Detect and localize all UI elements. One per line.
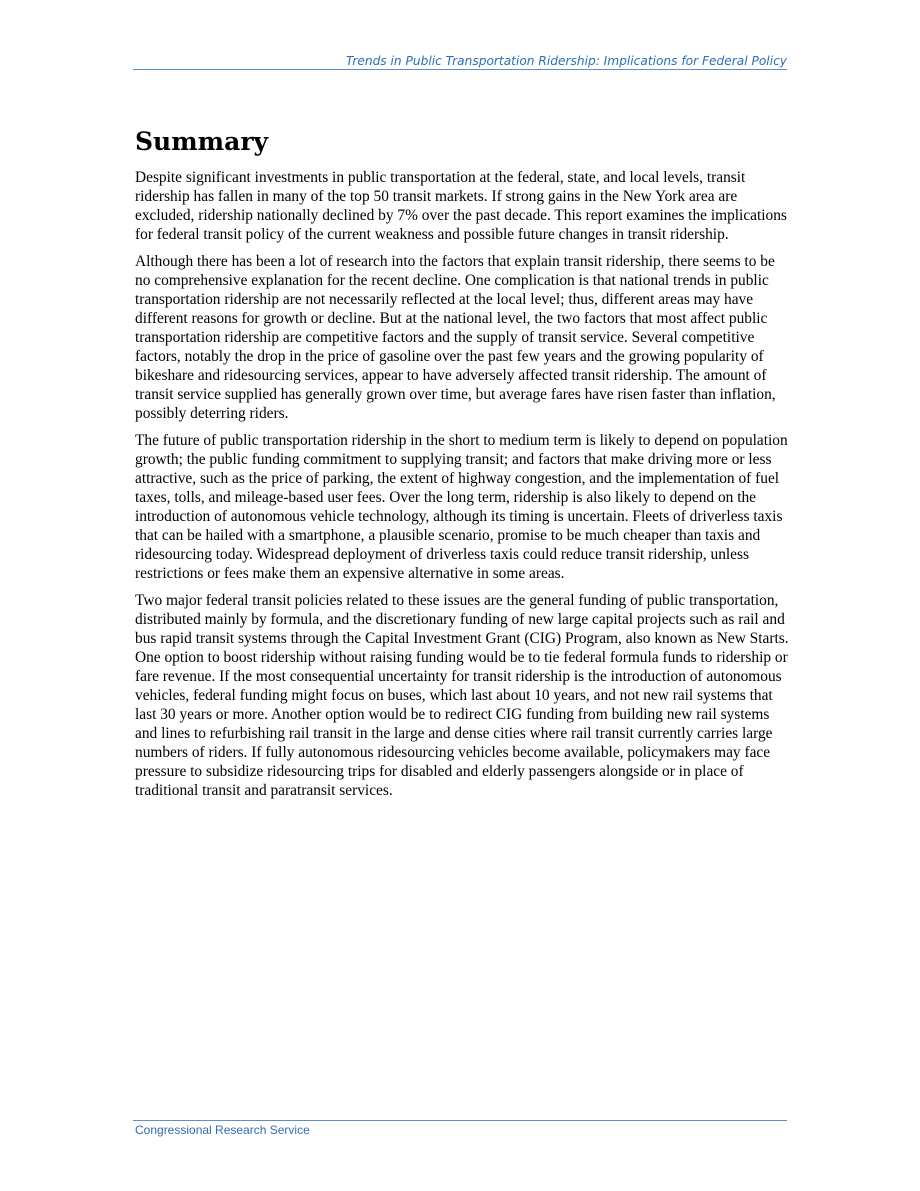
summary-paragraph: Although there has been a lot of research into the factors that explain transit ridership, there seems to be no comprehensive explanation for the recent decline. One complication is that national trends in public transportation ridership are not necessarily reflected at the local level; thus, different areas may have different reasons for growth or decline. But at the national level, the two factors that most affect public transportation ridership are competitive factors and the supply of transit service. Several competitive factors, notably the drop in the price of gasoline over the past few years and the growing popularity of bikeshare and ridesourcing services, appear to have adversely affected transit ridership. The amount of transit service supplied has generally grown over time, but average fares have risen faster than inflation, possibly deterring riders. <box>135 253 776 422</box>
footer-organization: Congressional Research Service <box>135 1123 310 1137</box>
summary-body <box>135 168 790 808</box>
running-header-title: Trends in Public Transportation Ridership: Implications for Federal Policy <box>345 54 787 68</box>
summary-paragraph: Two major federal transit policies related to these issues are the general funding of public transportation, distributed mainly by formula, and the discretionary funding of new large capital projects such as rail and bus rapid transit systems through the Capital Investment Grant (CIG) Program, also known as New Starts. One option to boost ridership without raising funding would be to tie federal formula funds to ridership or fare revenue. If the most consequential uncertainty for transit ridership is the introduction of autonomous vehicles, federal funding might focus on buses, which last about 10 years, and not new rail systems that last 30 years or more. Another option would be to redirect CIG funding from building new rail systems and lines to refurbishing rail transit in the large and dense cities where rail transit currently carries large numbers of riders. If fully autonomous ridesourcing vehicles become available, policymakers may face pressure to subsidize ridesourcing trips for disabled and elderly passengers alongside or in place of traditional transit and paratransit services. <box>135 592 789 799</box>
header-divider <box>133 69 787 70</box>
footer-divider <box>133 1120 787 1121</box>
summary-paragraph: Despite significant investments in public transportation at the federal, state, and local levels, transit ridership has fallen in many of the top 50 transit markets. If strong gains in the New York area are excluded, ridership nationally declined by 7% over the past decade. This report examines the implications for federal transit policy of the current weakness and possible future changes in transit ridership. <box>135 169 787 243</box>
summary-paragraph: The future of public transportation ridership in the short to medium term is likely to depend on population growth; the public funding commitment to supplying transit; and factors that make driving more or less attractive, such as the price of parking, the extent of highway congestion, and the implementation of fuel taxes, tolls, and mileage-based user fees. Over the long term, ridership is also likely to depend on the introduction of autonomous vehicle technology, although its timing is uncertain. Fleets of driverless taxis that can be hailed with a smartphone, a plausible scenario, promise to be much cheaper than taxis and ridesourcing today. Widespread deployment of driverless taxis could reduce transit ridership, unless restrictions or fees make them an expensive alternative in some areas. <box>135 432 788 582</box>
page-title: Summary <box>135 127 269 156</box>
